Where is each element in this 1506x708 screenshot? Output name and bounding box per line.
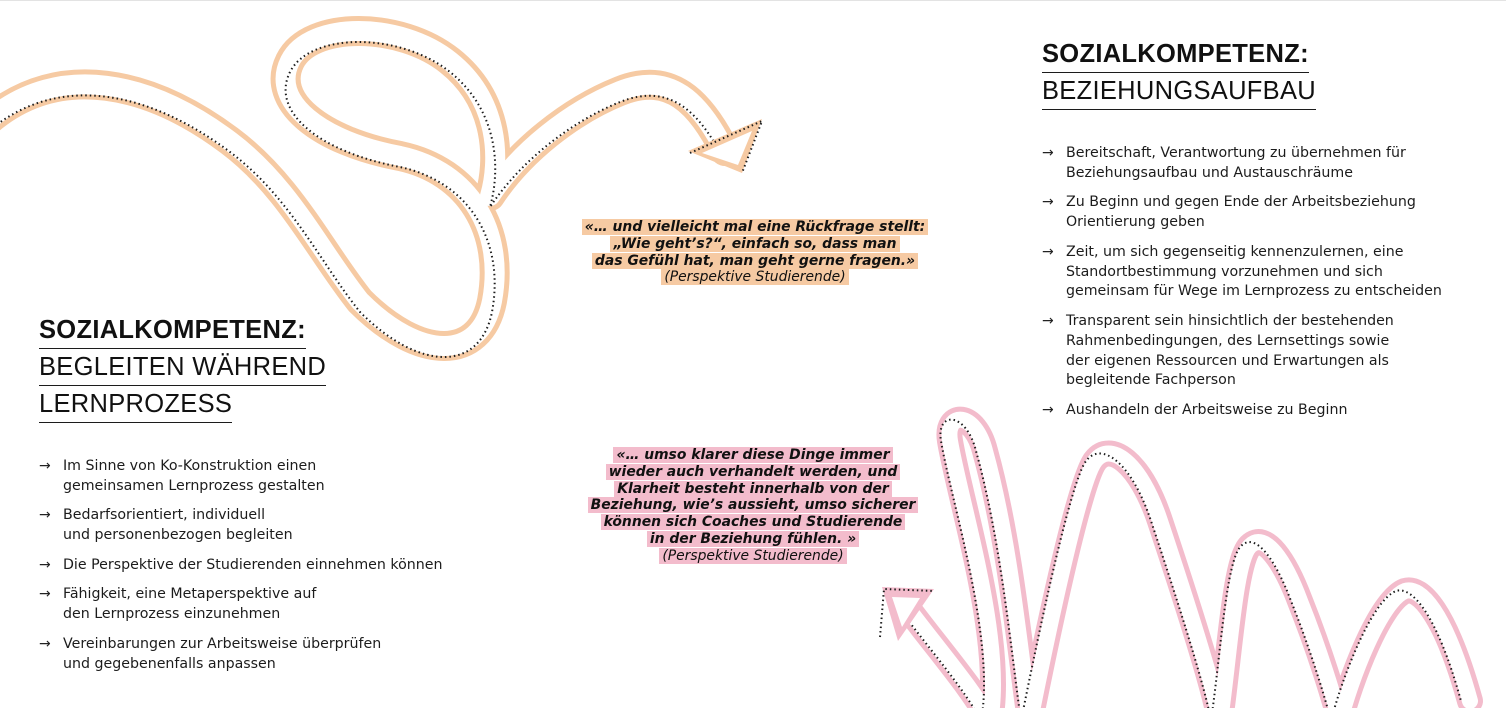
right-section [1042,36,1502,431]
quote-bottom-source: (Perspektive Studierende) [659,548,846,564]
right-arrow-icon: → [1042,243,1054,260]
quote-bottom-line-1: «… umso klarer diese Dinge immer [613,447,892,463]
list-item: → Zeit, um sich gegenseitig kennenzulernen, eine Standortbestimmung vorzunehmen und sich gemeinsam für Wege im Lernprozess zu entscheiden [1042,243,1442,300]
quote-bottom-line-2: wieder auch verhandelt werden, und [606,464,901,480]
quote-top-line-3: das Gefühl hat, man geht gerne fragen.» [592,253,918,269]
list-item: → Fähigkeit, eine Metaperspektive auf den Lernprozess einzunehmen [39,586,317,623]
right-arrow-icon: → [39,507,51,524]
right-arrow-icon: → [39,586,51,603]
left-section [39,312,509,684]
right-arrow-icon: → [39,635,51,652]
left-heading-line-1: BEGLEITEN WÄHREND [39,349,326,386]
list-item: → Zu Beginn und gegen Ende der Arbeitsbeziehung Orientierung geben [1042,194,1416,231]
list-item: → Im Sinne von Ko-Konstruktion einen gemeinsamen Lernprozess gestalten [39,458,325,494]
left-list [39,457,509,674]
right-arrow-icon: → [39,556,51,573]
peach-loop-arrow-icon [0,31,762,357]
quote-top [560,219,950,286]
right-arrow-icon: → [1042,312,1054,329]
quote-top-line-2: „Wie geht’s?“, einfach so, dass man [610,236,899,252]
right-arrow-icon: → [1042,194,1054,211]
quote-bottom-line-5: können sich Coaches und Studierende [601,514,906,530]
right-list [1042,144,1502,421]
list-item: → Bereitschaft, Verantwortung zu übernehmen für Beziehungsaufbau und Austauschräume [1042,145,1406,181]
list-item: → Die Perspektive der Studierenden einnehmen können [39,556,509,576]
quote-bottom [558,447,948,565]
pink-zigzag-arrow-icon [880,420,1470,708]
right-arrow-icon: → [1042,145,1054,161]
left-heading-bold: SOZIALKOMPETENZ: [39,312,306,349]
left-heading [39,312,509,423]
quote-bottom-line-4: Beziehung, wie’s aussieht, umso sicherer [588,497,919,513]
right-arrow-icon: → [1042,401,1054,418]
quote-bottom-line-6: in der Beziehung fühlen. » [647,531,859,547]
quote-bottom-line-3: Klarheit besteht innerhalb von der [614,481,892,497]
right-heading-line-1: BEZIEHUNGSAUFBAU [1042,73,1316,110]
list-item: → Aushandeln der Arbeitsweise zu Beginn [1042,401,1502,421]
quote-top-line-1: «… und vielleicht mal eine Rückfrage stellt: [582,219,928,235]
left-heading-line-2: LERNPROZESS [39,386,232,423]
list-item: → Bedarfsorientiert, individuell und personenbezogen begleiten [39,507,293,544]
right-heading-bold: SOZIALKOMPETENZ: [1042,36,1309,73]
right-heading [1042,36,1502,110]
quote-top-source: (Perspektive Studierende) [661,269,848,285]
list-item: → Transparent sein hinsichtlich der bestehenden Rahmenbedingungen, des Lernsettings sowie der eigenen Ressourcen und Erwartungen als begleitende Fachperson [1042,312,1394,389]
right-arrow-icon: → [39,458,51,474]
list-item: → Vereinbarungen zur Arbeitsweise überprüfen und gegebenenfalls anpassen [39,635,382,672]
